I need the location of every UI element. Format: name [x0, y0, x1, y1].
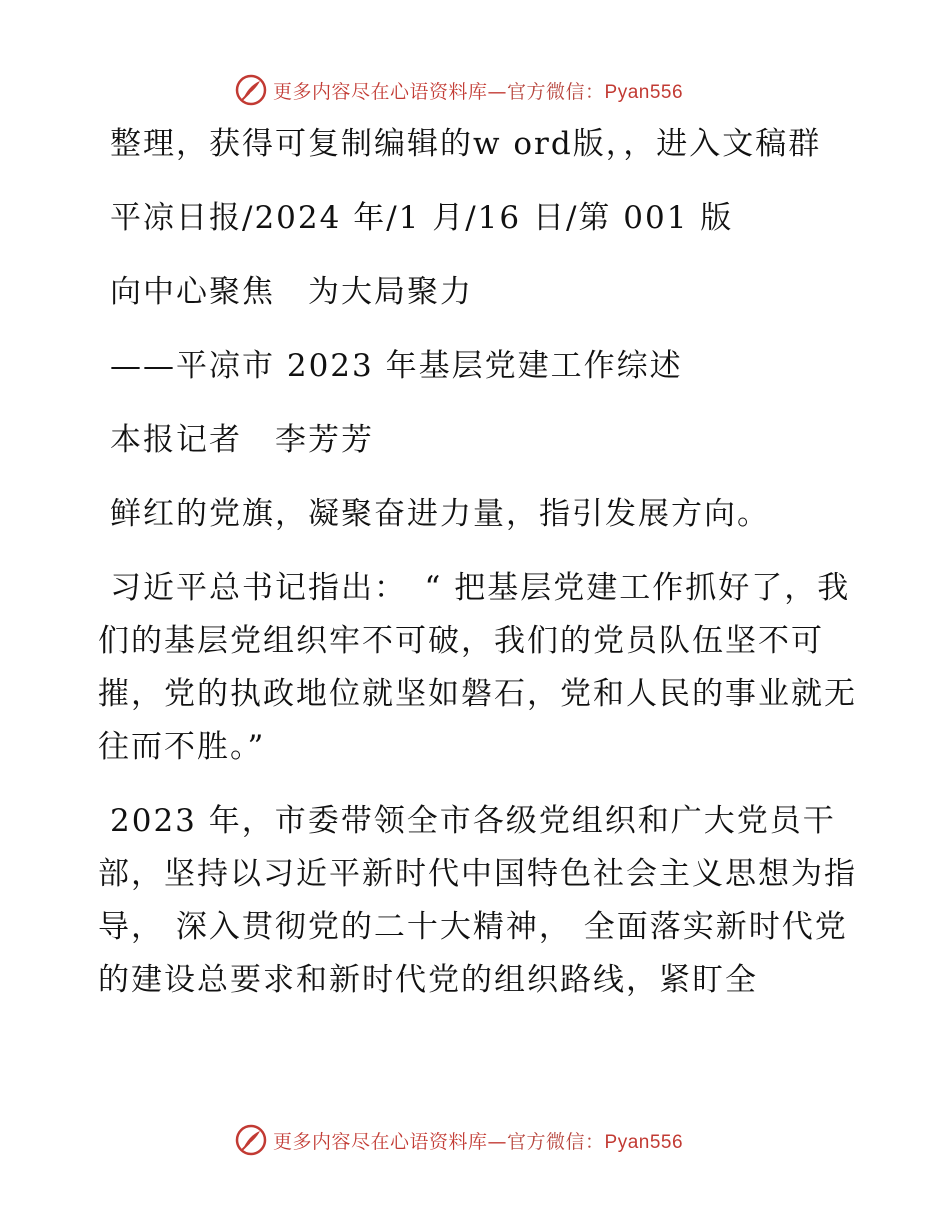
watermark-text [273, 1127, 683, 1154]
document-paragraph-quote: 习近平总书记指出： “ 把基层党建工作抓好了，我们的基层党组织牢不可破，我们的党员队伍坚不可摧，党的执政地位就坚如磐石，党和人民的事业就无往而不胜。” [98, 570, 857, 765]
watermark-dash: — [487, 80, 508, 103]
document-article-subtitle: ——平凉市 2023 年基层党建工作综述 [110, 348, 683, 384]
document-paragraph-source-line: 平凉日报/2024 年/1 月/16 日/第 001 版 [110, 200, 734, 236]
document-body [98, 118, 858, 1028]
watermark-wechat-id: Pyan556 [604, 1131, 684, 1153]
document-paragraph-intro-note: 整理，获得可复制编辑的w ord版，，进入文稿群 [110, 126, 822, 162]
watermark-dash: — [487, 1130, 508, 1153]
watermark-wechat-label: 官方微信： [507, 1130, 605, 1153]
feather-pen-logo-icon [235, 1124, 267, 1156]
watermark-wechat-label: 官方微信： [507, 80, 605, 103]
watermark-main-text: 更多内容尽在心语资料库 [273, 80, 488, 103]
header-watermark-banner [235, 72, 683, 108]
footer-watermark-banner [235, 1122, 683, 1158]
document-byline: 本报记者 李芳芳 [110, 422, 374, 458]
document-paragraph: 2023 年，市委带领全市各级党组织和广大党员干部，坚持以习近平新时代中国特色社会主义思想为指导， 深入贯彻党的二十大精神， 全面落实新时代党的建设总要求和新时代党的组织路线，紧盯全 [98, 803, 857, 998]
feather-pen-logo-icon [235, 74, 267, 106]
watermark-text [273, 77, 683, 104]
watermark-main-text: 更多内容尽在心语资料库 [273, 1130, 488, 1153]
document-article-title: 向中心聚焦 为大局聚力 [110, 274, 473, 310]
document-paragraph: 鲜红的党旗，凝聚奋进力量，指引发展方向。 [110, 496, 770, 532]
watermark-wechat-id: Pyan556 [604, 81, 684, 103]
